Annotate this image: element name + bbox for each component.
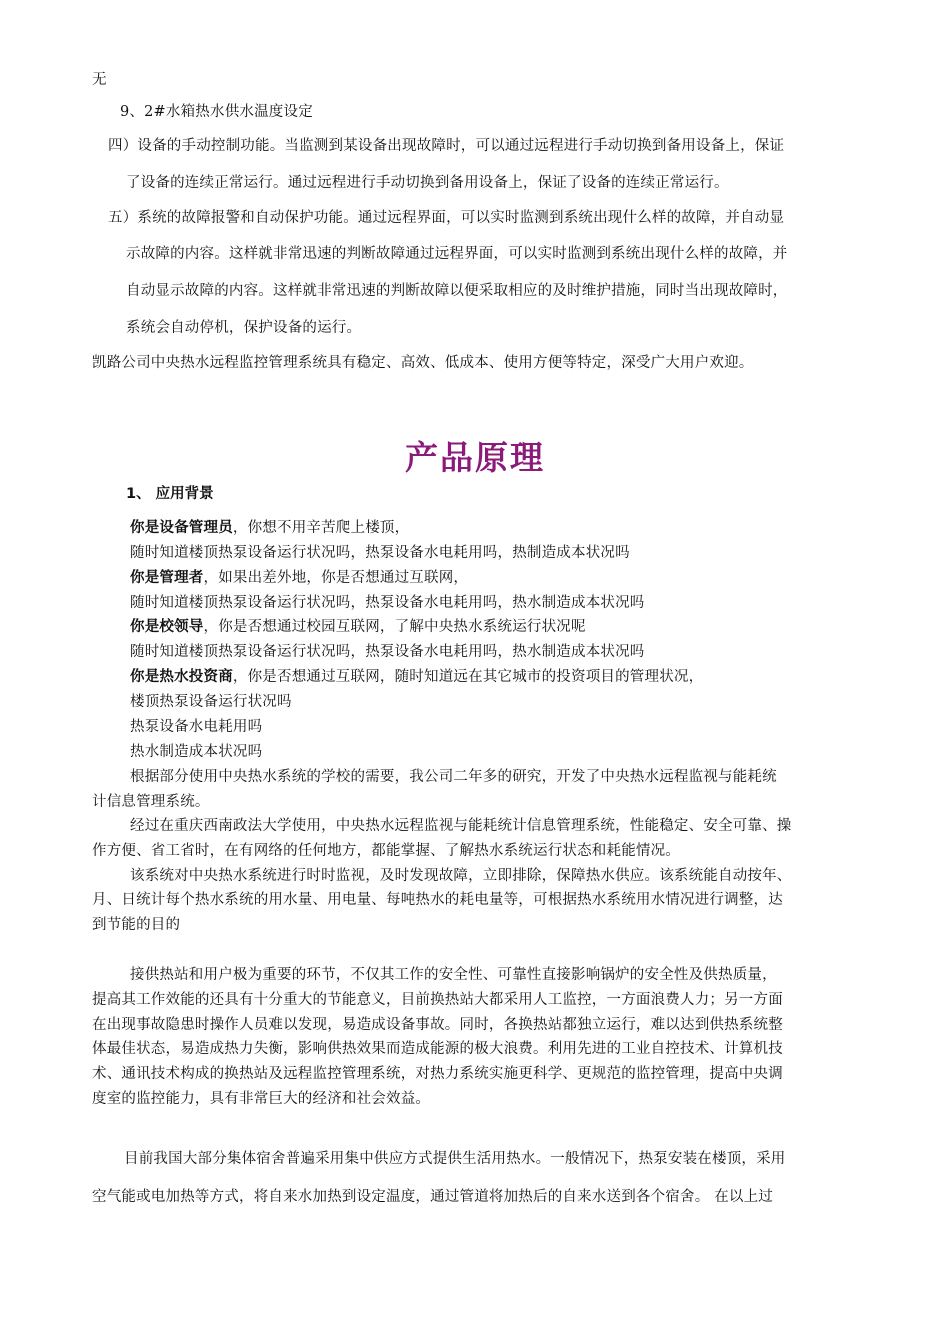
background-line: 热泵设备水电耗用吗: [130, 719, 263, 735]
list-item-4-line-2: 了设备的连续正常运行。通过远程进行手动切换到备用设备上，保证了设备的连续正常运行。: [126, 175, 729, 191]
bold-lead: 你是校领导: [130, 618, 204, 635]
background-line: [130, 665, 703, 686]
list-item-9: 9、2#水箱热水供水温度设定: [120, 104, 313, 120]
text-line: 无: [92, 72, 107, 88]
paragraph-line: 根据部分使用中央热水系统的学校的需要，我公司二年多的研究，开发了中央热水远程监视与能耗统: [130, 769, 777, 785]
paragraph-line: 提高其工作效能的还具有十分重大的节能意义，目前换热站大都采用人工监控，一方面浪费人力；另一方面: [92, 992, 783, 1008]
bold-lead: 你是管理者: [130, 569, 204, 586]
paragraph-line: 度室的监控能力，具有非常巨大的经济和社会效益。: [92, 1091, 431, 1107]
paragraph-line: 空气能或电加热等方式，将自来水加热到设定温度，通过管道将加热后的自来水送到各个宿舍。 在以上过: [92, 1189, 774, 1205]
paragraph-line: 该系统对中央热水系统进行时时监视，及时发现故障，立即排除，保障热水供应。该系统能自动按年、: [130, 868, 792, 884]
paragraph-line: 月、日统计每个热水系统的用水量、用电量、每吨热水的耗电量等，可根据热水系统用水情况进行调整，达: [92, 892, 783, 908]
section-heading: 1、 应用背景: [126, 486, 214, 502]
list-item-5-line-2: 示故障的内容。这样就非常迅速的判断故障通过远程界面，可以实时监测到系统出现什么样的故障，并: [126, 246, 788, 262]
paragraph-line: 在出现事故隐患时操作人员难以发现，易造成设备事故。同时，各换热站都独立运行，难以达到供热系统整: [92, 1017, 783, 1033]
paragraph-line: 计信息管理系统。: [92, 794, 210, 810]
background-line: 随时知道楼顶热泵设备运行状况吗，热泵设备水电耗用吗，热水制造成本状况吗: [130, 644, 645, 660]
list-item-5-line-3: 自动显示故障的内容。这样就非常迅速的判断故障以便采取相应的及时维护措施，同时当出现故障时，: [126, 283, 788, 299]
paragraph-line: 经过在重庆西南政法大学使用，中央热水远程监视与能耗统计信息管理系统，性能稳定、安全可靠、操: [130, 818, 792, 834]
line-text: ，你是否想通过互联网，随时知道远在其它城市的投资项目的管理状况，: [232, 669, 704, 685]
paragraph-line: 作方便、省工省时，在有网络的任何地方，都能掌握、了解热水系统运行状态和耗能情况。: [92, 843, 680, 859]
line-text: ，你是否想通过校园互联网，了解中央热水系统运行状况呢: [203, 619, 586, 635]
list-item-5-line-1: 五）系统的故障报警和自动保护功能。通过远程界面，可以实时监测到系统出现什么样的故障，并自动显: [108, 210, 785, 226]
paragraph-line: 到节能的目的: [92, 917, 181, 933]
background-line: [130, 615, 586, 636]
bold-lead: 你是设备管理员: [130, 519, 233, 536]
summary-paragraph: 凯路公司中央热水远程监控管理系统具有稳定、高效、低成本、使用方便等特定，深受广大用户欢迎。: [92, 355, 754, 371]
line-text: ，如果出差外地，你是否想通过互联网，: [203, 570, 469, 586]
paragraph-line: 目前我国大部分集体宿舍普遍采用集中供应方式提供生活用热水。一般情况下，热泵安装在楼顶，采用: [124, 1151, 786, 1167]
background-line: 热水制造成本状况吗: [130, 744, 263, 760]
list-item-4-line-1: 四）设备的手动控制功能。当监测到某设备出现故障时，可以通过远程进行手动切换到备用设备上，保证: [108, 138, 785, 154]
background-line: [130, 516, 409, 537]
paragraph-line: 术、通讯技术构成的换热站及远程监控管理系统，对热力系统实施更科学、更规范的监控管理，提高中央调: [92, 1066, 783, 1082]
line-text: ，你想不用辛苦爬上楼顶，: [232, 520, 410, 536]
bold-lead: 你是热水投资商: [130, 668, 233, 685]
list-item-5-line-4: 系统会自动停机，保护设备的运行。: [126, 320, 362, 336]
paragraph-line: 接供热站和用户极为重要的环节，不仅其工作的安全性、可靠性直接影响锅炉的安全性及供热质量，: [130, 967, 777, 983]
section-title: 产品原理: [405, 438, 545, 477]
paragraph-line: 体最佳状态，易造成热力失衡，影响供热效果而造成能源的极大浪费。利用先进的工业自控技术、计算机技: [92, 1041, 783, 1057]
background-line: [130, 566, 468, 587]
background-line: 随时知道楼顶热泵设备运行状况吗，热泵设备水电耗用吗，热制造成本状况吗: [130, 545, 630, 561]
background-line: 楼顶热泵设备运行状况吗: [130, 694, 292, 710]
background-line: 随时知道楼顶热泵设备运行状况吗，热泵设备水电耗用吗，热水制造成本状况吗: [130, 595, 645, 611]
